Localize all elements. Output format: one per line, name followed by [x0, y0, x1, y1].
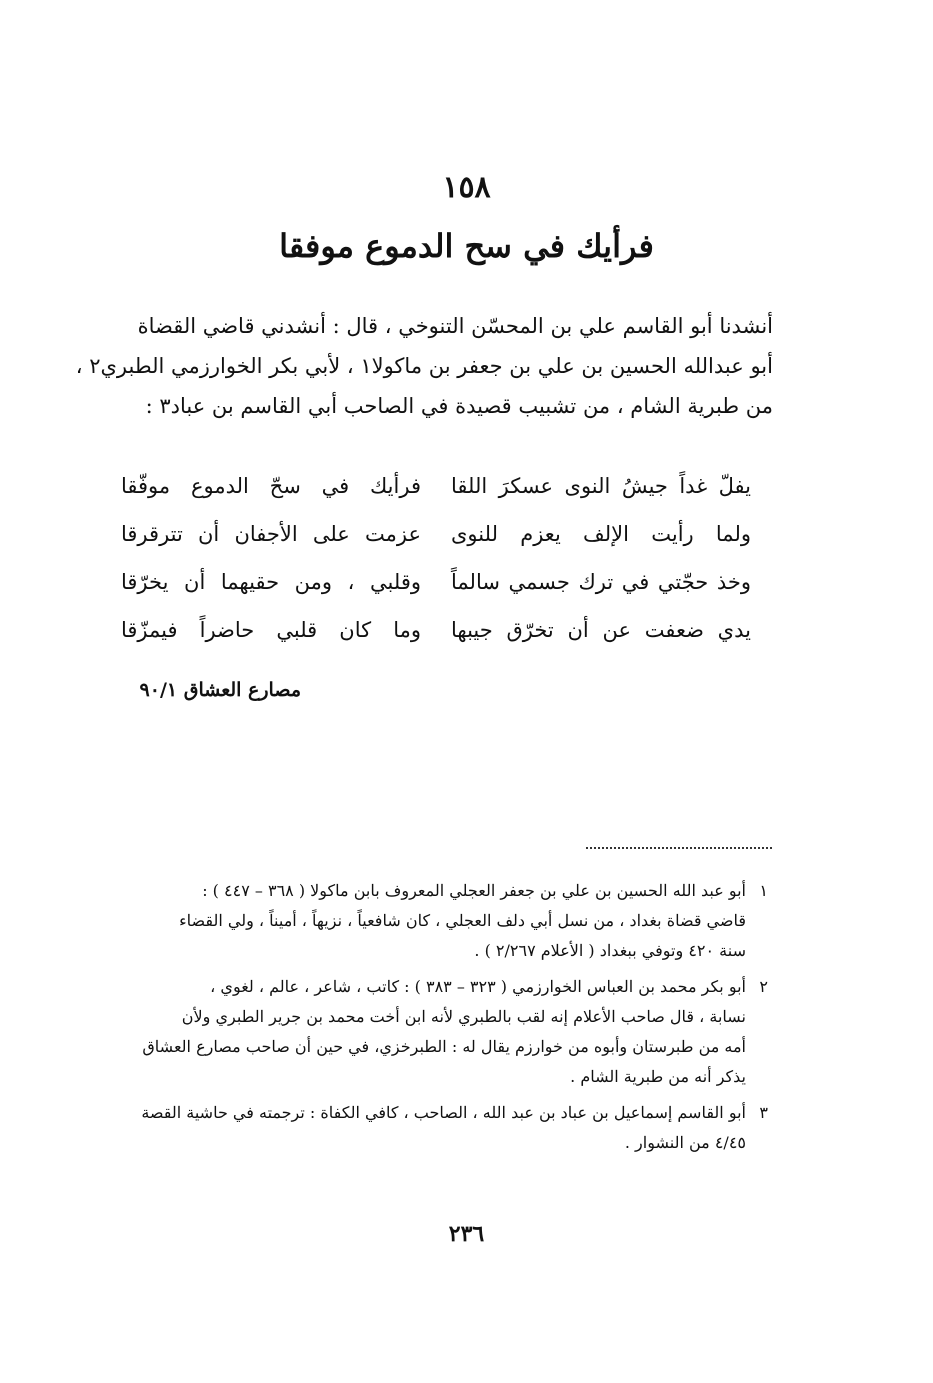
verse-first-hemistich: يفلّ غداً جيشُ النوى عسكرَ اللقا: [451, 474, 751, 498]
footnote-line: يذكر أنه من طبرية الشام .: [570, 1067, 746, 1086]
poem-verse: [121, 606, 751, 654]
intro-line: من طبرية الشام ، من تشبيب قصيدة في الصاحب أبي القاسم بن عباد٣ :: [145, 394, 773, 418]
footnote-body: [108, 972, 746, 1092]
footnote-line: ٤/٤٥ من النشوار .: [624, 1133, 746, 1152]
footnote-line: قاضي قضاة بغداد ، من نسل أبي دلف العجلي ، كان شافعياً ، نزيهاً ، أميناً ، ولي القضاء: [179, 911, 746, 930]
footnote: [108, 876, 768, 966]
story-title: فرأيك في سح الدموع موفقا: [279, 227, 654, 265]
intro-line: أبو عبدالله الحسين بن علي بن جعفر بن ماكولا١ ، لأبي بكر الخوارزمي الطبري٢ ،: [75, 354, 773, 378]
footnote-line: نسابة ، قال صاحب الأعلام إنه لقب بالطبري لأنه ابن أخت محمد بن جرير الطبري ولأن: [181, 1007, 746, 1026]
verse-second-hemistich: فرأيك في سحّ الدموع موفّقا: [121, 474, 421, 498]
verse-second-hemistich: وما كان قلبي حاضراً فيمزّقا: [121, 618, 421, 642]
intro-paragraph: [75, 306, 773, 426]
footnote-number: ٢: [759, 977, 768, 996]
verse-first-hemistich: وخذ حجّتي في ترك جسمي سالماً: [451, 570, 751, 594]
poem-verse: [121, 462, 751, 510]
poem-verse: [121, 558, 751, 606]
page-number: ٢٣٦: [448, 1221, 485, 1247]
footnotes: [108, 876, 768, 1164]
footnote-body: [108, 876, 746, 966]
poem-verse: [121, 510, 751, 558]
footnote-number: ١: [759, 881, 768, 900]
footnote: [108, 972, 768, 1092]
source-citation: مصارع العشاق ٩٠/١: [139, 679, 301, 701]
footnote-line: أبو عبد الله الحسين بن علي بن جعفر العجلي المعروف بابن ماكولا ( ٣٦٨ – ٤٤٧ ) :: [202, 881, 746, 900]
verse-first-hemistich: يدي ضعفت عن أن تخرّق جيبها: [451, 618, 751, 642]
footnote-line: أبو بكر محمد بن العباس الخوارزمي ( ٣٢٣ – ٣٨٣ ) : كاتب ، شاعر ، عالم ، لغوي ،: [210, 977, 746, 996]
story-number: ١٥٨: [442, 170, 491, 205]
footnote-number: ٣: [759, 1103, 768, 1122]
verse-second-hemistich: عزمت على الأجفان أن تترقرقا: [121, 522, 421, 546]
verse-first-hemistich: ولما رأيت الإلف يعزم للنوى: [451, 522, 751, 546]
footnote-divider: [586, 847, 772, 849]
footnote-body: [108, 1098, 746, 1158]
verse-second-hemistich: وقلبي ، ومن حقيهما أن يخرّقا: [121, 570, 421, 594]
footnote-line: أمه من طبرستان وأبوه من خوارزم يقال له : الطبرخزي، في حين أن صاحب مصارع العشاق: [142, 1037, 746, 1056]
poem: [121, 462, 751, 654]
footnote-line: سنة ٤٢٠ وتوفي ببغداد ( الأعلام ٢/٢٦٧ ) .: [474, 941, 746, 960]
intro-line: أنشدنا أبو القاسم علي بن المحسّن التنوخي ، قال : أنشدني قاضي القضاة: [137, 314, 773, 338]
footnote: [108, 1098, 768, 1158]
footnote-line: أبو القاسم إسماعيل بن عباد بن عبد الله ، الصاحب ، كافي الكفاة : ترجمته في حاشية القصة: [141, 1103, 746, 1122]
